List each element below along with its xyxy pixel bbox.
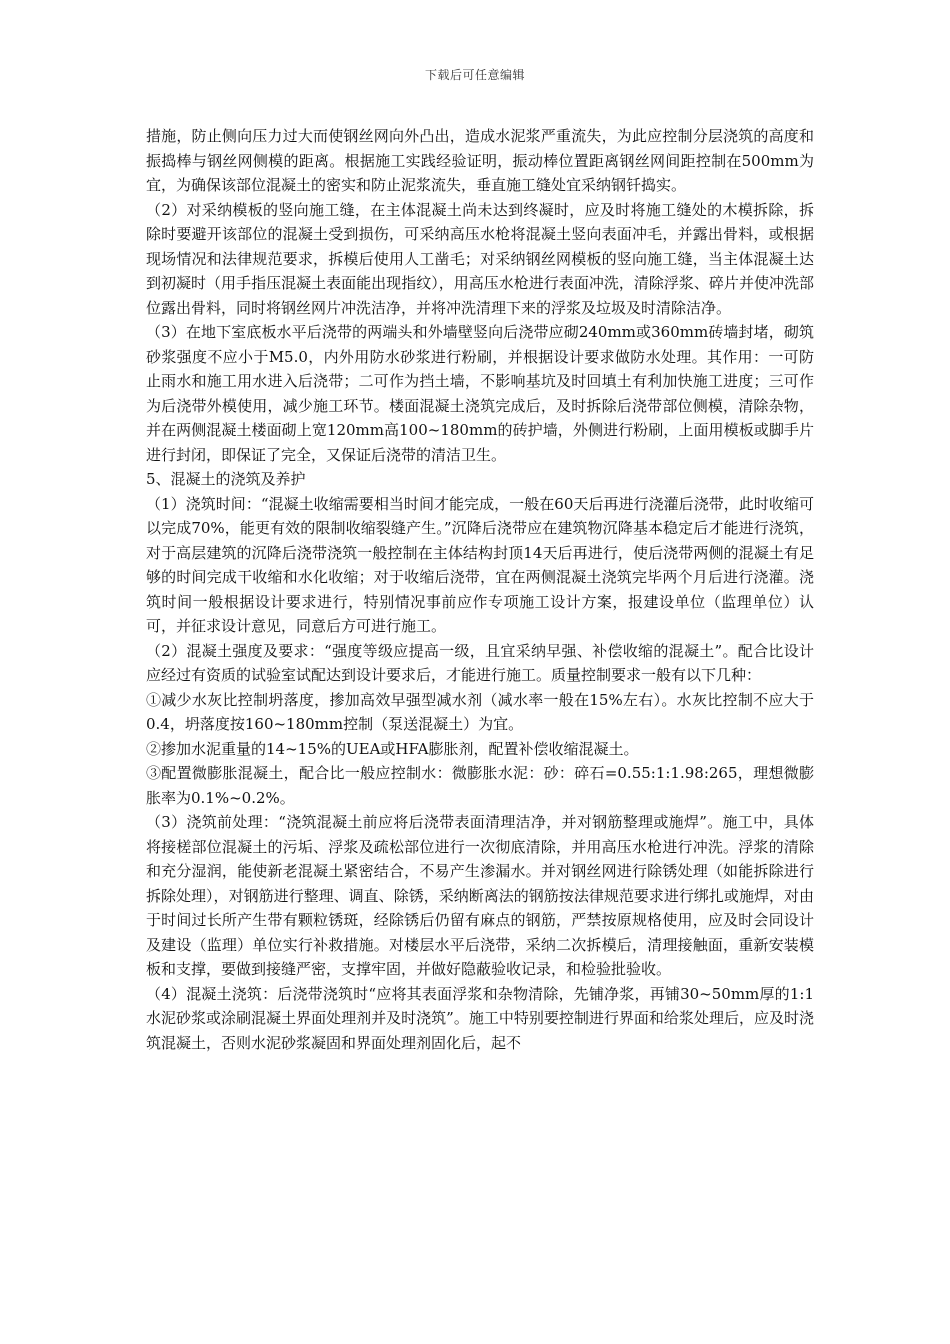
list-item-water-cement-ratio: ①减少水灰比控制坍落度，掺加高效早强型减水剂（减水率一般在15%左右）。水灰比控制不应大于0.4，坍落度按160~180mm控制（泵送混凝土）为宜。 [146,690,814,733]
paragraph-vertical-joint-formwork: （2）对采纳模板的竖向施工缝，在主体混凝土尚未达到终凝时，应及时将施工缝处的木模拆除，拆除时要避开该部位的混凝土受到损伤，可采纳高压水枪将混凝土竖向表面冲毛，并露出骨料，或根据现场情况和法律规范要求，拆模后使用人工凿毛；对采纳钢丝网模板的竖向施工缝，当主体混凝土达到初凝时（用手指压混凝土表面能出现指纹），用高压水枪进行表面冲洗，清除浮浆、碎片并使冲洗部位露出骨料，同时将钢丝网片冲洗洁净，并将冲洗清理下来的浮浆及垃圾及时清除洁净。 [146,200,814,317]
paragraph-pouring-time: （1）浇筑时间：“混凝土收缩需要相当时间才能完成，一般在60天后再进行浇灌后浇带，此时收缩可以完成70%，能更有效的限制收缩裂缝产生。”沉降后浇带应在建筑物沉降基本稳定后才能进行浇筑，对于高层建筑的沉降后浇带浇筑一般控制在主体结构封顶14天后再进行，使后浇带两侧的混凝土有足够的时间完成干收缩和水化收缩；对于收缩后浇带，宜在两侧混凝土浇筑完毕两个月后进行浇灌。浇筑时间一般根据设计要求进行，特别情况事前应作专项施工设计方案，报建设单位（监理单位）认可，并征求设计意见，同意后方可进行施工。 [146,494,814,635]
document-body [146,124,814,1055]
list-item-micro-expansion-concrete: ③配置微膨胀混凝土，配合比一般应控制水：微膨胀水泥：砂：碎石=0.55:1:1.98:265，理想微膨胀率为0.1%~0.2%。 [146,764,814,807]
paragraph-construction-measures: 措施，防止侧向压力过大而使钢丝网向外凸出，造成水泥浆严重流失，为此应控制分层浇筑的高度和振捣棒与钢丝网侧模的距离。根据施工实践经验证明，振动棒位置距离钢丝网间距控制在500mm为宜，为确保该部位混凝土的密实和防止泥浆流失，垂直施工缝处宜采纳钢钎捣实。 [146,127,814,194]
page-header: 下载后可任意编辑 [424,68,525,82]
paragraph-brick-wall-sealing: （3）在地下室底板水平后浇带的两端头和外墙壁竖向后浇带应砌240mm或360mm砖墙封堵，砌筑砂浆强度不应小于M5.0，内外用防水砂浆进行粉刷，并根据设计要求做防水处理。其作用：一可防止雨水和施工用水进入后浇带；二可作为挡土墙，不影响基坑及时回填土有利加快施工进度；三可作为后浇带外模使用，减少施工环节。楼面混凝土浇筑完成后，及时拆除后浇带部位侧模，清除杂物，并在两侧混凝土楼面砌上宽120mm高100~180mm的砖护墙，外侧进行粉刷，上面用模板或脚手片进行封闭，即保证了完全，又保证后浇带的清洁卫生。 [146,323,814,464]
list-item-expansion-agent: ②掺加水泥重量的14~15%的UEA或HFA膨胀剂，配置补偿收缩混凝土。 [146,739,639,758]
paragraph-concrete-pouring: （4）混凝土浇筑：后浇带浇筑时“应将其表面浮浆和杂物清除，先铺净浆，再铺30~50mm厚的1:1水泥砂浆或涂刷混凝土界面处理剂并及时浇筑”。施工中特别要控制进行界面和给浆处理后，应及时浇筑混凝土，否则水泥砂浆凝固和界面处理剂固化后，起不 [146,984,814,1052]
section-heading-pouring-curing: 5、混凝土的浇筑及养护 [146,470,306,488]
paragraph-pre-pour-treatment: （3）浇筑前处理：“浇筑混凝土前应将后浇带表面清理洁净，并对钢筋整理或施焊”。施工中，具体将接槎部位混凝土的污垢、浮浆及疏松部位进行一次彻底清除，并用高压水枪进行冲洗。浮浆的清除和充分湿润，能使新老混凝土紧密结合，不易产生渗漏水。并对钢丝网进行除锈处理（如能拆除进行拆除处理），对钢筋进行整理、调直、除锈，采纳断离法的钢筋按法律规范要求进行绑扎或施焊，对由于时间过长所产生带有颗粒锈斑，经除锈后仍留有麻点的钢筋，严禁按原规格使用，应及时会同设计及建设（监理）单位实行补救措施。对楼层水平后浇带，采纳二次拆模后，清理接触面，重新安装模板和支撑，要做到接缝严密，支撑牢固，并做好隐蔽验收记录，和检验批验收。 [146,813,814,978]
paragraph-concrete-strength: （2）混凝土强度及要求：“强度等级应提高一级，且宜采纳早强、补偿收缩的混凝土”。配合比设计应经过有资质的试验室试配达到设计要求后，才能进行施工。质量控制要求一般有以下几种： [146,641,814,684]
